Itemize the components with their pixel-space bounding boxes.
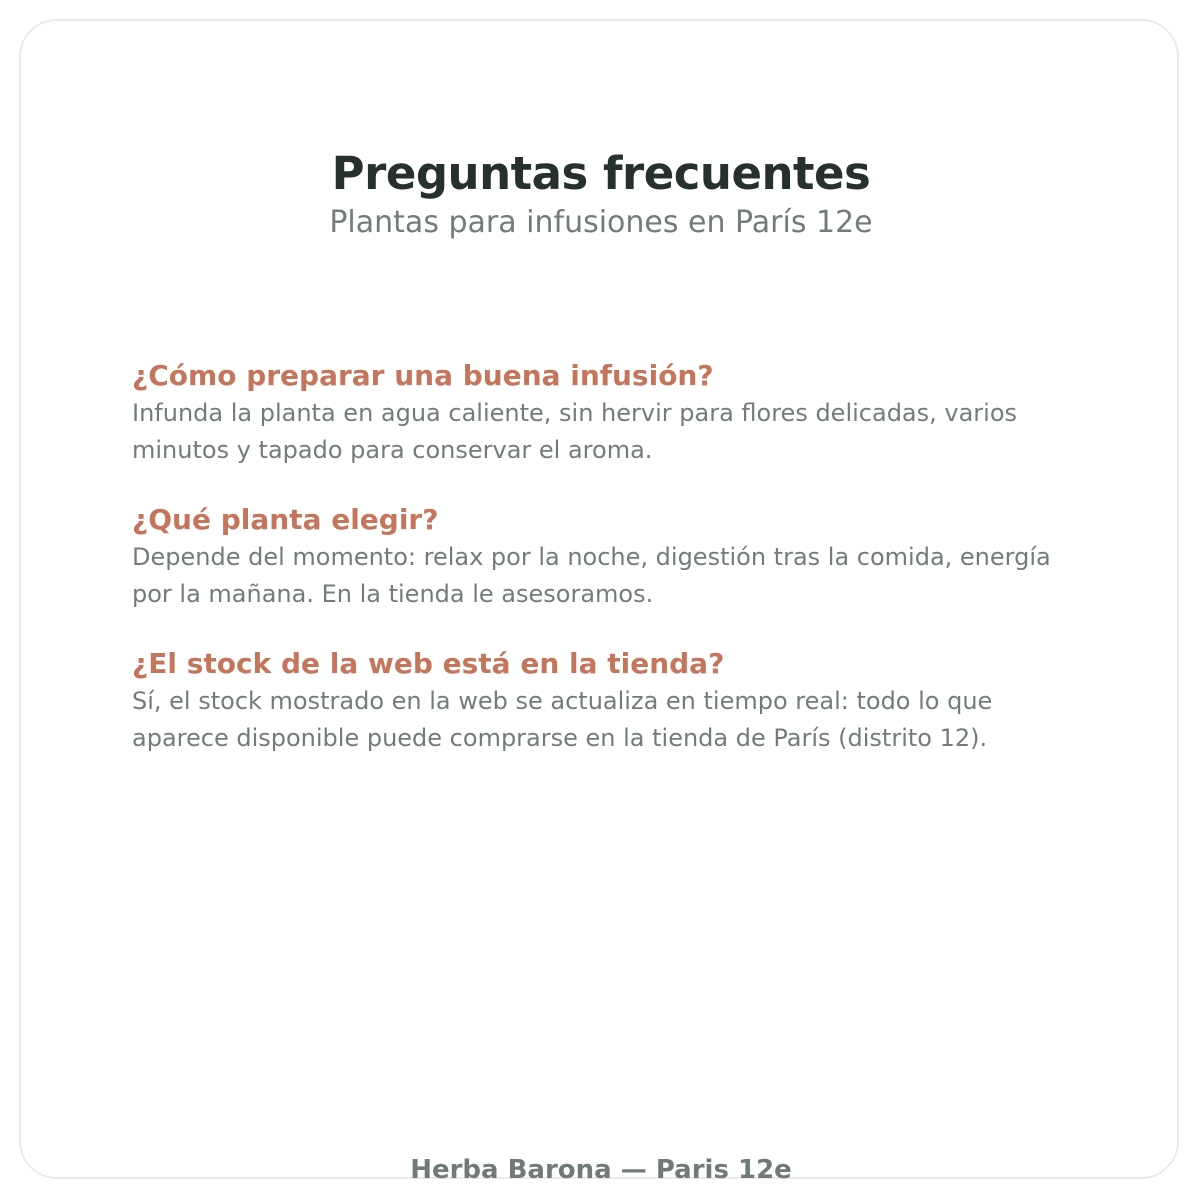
faq-question: ¿Cómo preparar una buena infusión? bbox=[132, 359, 714, 392]
faq-item bbox=[132, 501, 1092, 613]
page-subtitle: Plantas para infusiones en París 12e bbox=[329, 205, 873, 240]
faq-question: ¿El stock de la web está en la tienda? bbox=[132, 647, 725, 680]
faq-answer: Depende del momento: relax por la noche, digestión tras la comida, energía por la mañana. En la tienda le asesoramos. bbox=[132, 543, 1051, 608]
footer-brand: Herba Barona — Paris 12e bbox=[410, 1155, 792, 1185]
page-title: Preguntas frecuentes bbox=[331, 147, 871, 201]
faq-item bbox=[132, 645, 1092, 757]
faq-list bbox=[132, 357, 1092, 789]
faq-item bbox=[132, 357, 1092, 469]
faq-card bbox=[19, 19, 1179, 1185]
faq-answer: Infunda la planta en agua caliente, sin hervir para flores delicadas, varios minutos y tapado para conservar el aroma. bbox=[132, 399, 1018, 464]
faq-answer: Sí, el stock mostrado en la web se actualiza en tiempo real: todo lo que aparece disponible puede comprarse en la tienda de París (distrito 12). bbox=[132, 687, 993, 752]
faq-question: ¿Qué planta elegir? bbox=[132, 503, 439, 536]
